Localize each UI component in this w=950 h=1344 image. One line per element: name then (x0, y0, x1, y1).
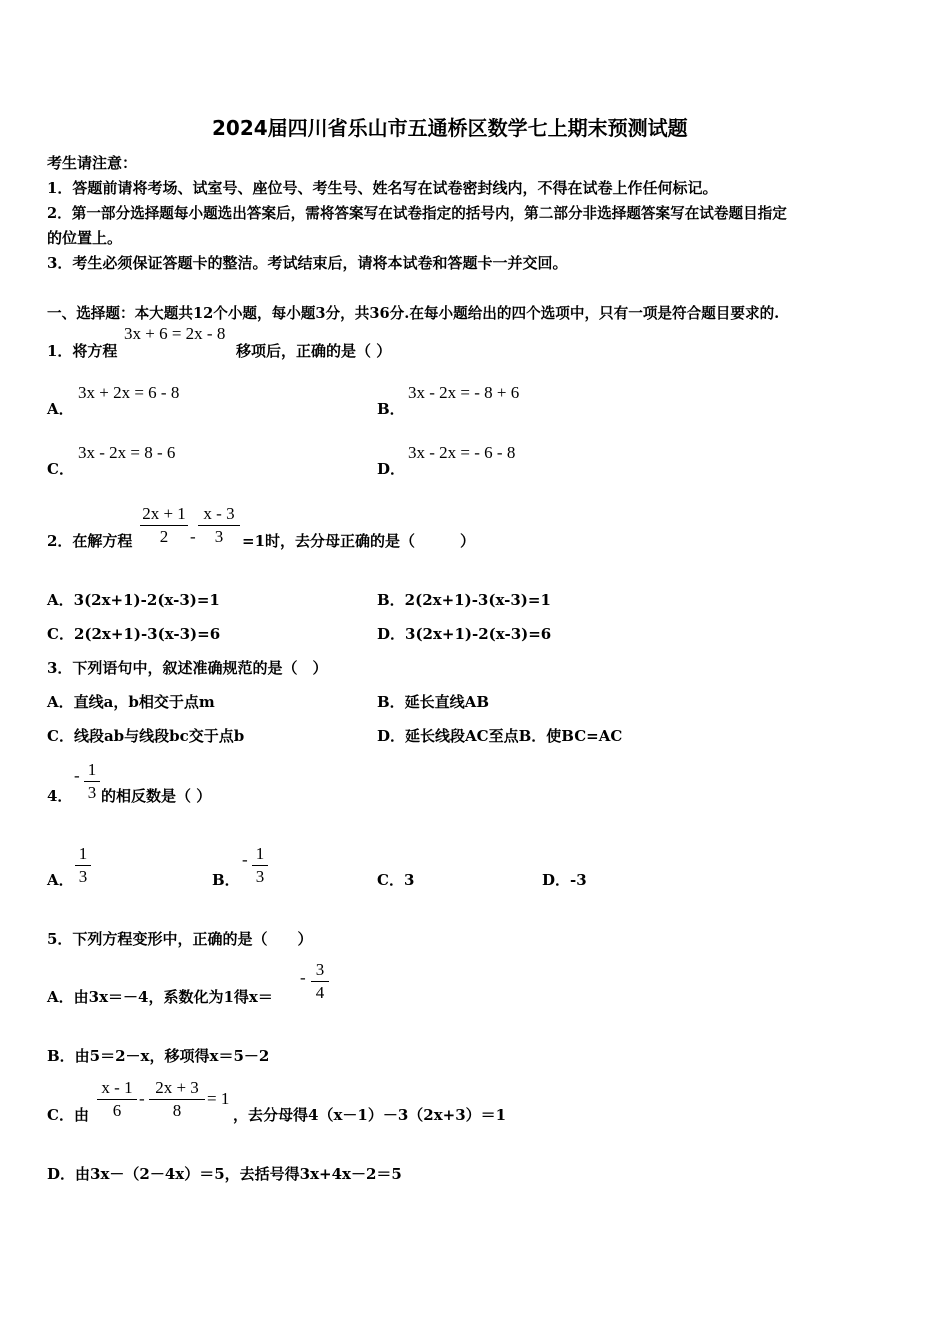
q5-option-d: D．由3x－（2－4x）＝5，去括号得3x+4x－2＝5 (47, 1165, 402, 1183)
q5-option-b: B．由5＝2－x，移项得x＝5－2 (47, 1047, 270, 1065)
q2-prefix: 2．在解方程 (47, 532, 133, 550)
q1-option-a: 3x + 2x = 6 - 8 (78, 383, 180, 402)
q5-option-c-prefix: C．由 (47, 1106, 89, 1124)
q4-option-b-numerator: 1 (255, 844, 265, 863)
notice-line-2: 2．第一部分选择题每小题选出答案后，需将答案写在试卷指定的括号内，第二部分非选择题答案写在试卷题目指定 (47, 205, 787, 222)
q1-option-c-label: C． (47, 460, 74, 478)
q2-suffix: =1时，去分母正确的是（ ） (242, 532, 476, 550)
q4-suffix: 的相反数是（ ） (101, 787, 212, 805)
q4-option-b-label: B． (212, 871, 240, 889)
q5-option-c-fraction-2-denominator: 8 (172, 1101, 182, 1120)
q4-option-a-denominator: 3 (78, 867, 88, 886)
q5-option-a-negative: - (300, 968, 306, 987)
q4-fraction-denominator: 3 (87, 783, 97, 802)
q2-fraction-1-denominator: 2 (159, 527, 169, 546)
q5-option-c-suffix: ，去分母得4（x－1）－3（2x+3）＝1 (233, 1106, 507, 1124)
page-title: 2024届四川省乐山市五通桥区数学七上期末预测试题 (212, 116, 688, 140)
q5-option-a-fraction (311, 960, 329, 1003)
section-heading: 一、选择题：本大题共12个小题，每小题3分，共36分.在每小题给出的四个选项中，只有一项是符合题目要求的. (47, 305, 780, 322)
q1-option-b: 3x - 2x = - 8 + 6 (408, 383, 520, 402)
q2-option-b: B．2(2x+1)-3(x-3)=1 (377, 591, 551, 609)
q4-option-d: D．-3 (542, 871, 587, 889)
q2-fraction-2 (198, 504, 240, 547)
q3-stem: 3．下列语句中，叙述准确规范的是（ ） (47, 659, 328, 677)
q4-option-a-numerator: 1 (78, 844, 88, 863)
q1-equation: 3x + 6 = 2x - 8 (124, 324, 226, 343)
notice-line-2-cont: 的位置上。 (47, 229, 123, 247)
q4-option-b-denominator: 3 (255, 867, 265, 886)
q3-option-a: A．直线a，b相交于点m (47, 693, 215, 711)
q2-fraction-1 (140, 504, 188, 547)
notice-heading: 考生请注意： (47, 154, 138, 172)
q4-option-b-fraction (252, 844, 268, 887)
q5-option-c-fraction-2-numerator: 2x + 3 (155, 1078, 199, 1097)
q2-option-c: C．2(2x+1)-3(x-3)=6 (47, 625, 221, 643)
q5-option-c-fraction-2 (149, 1078, 205, 1121)
q1-option-a-label: A． (47, 400, 74, 418)
q5-option-c-fraction-1-numerator: x - 1 (101, 1078, 133, 1097)
q5-option-c-fraction-1 (97, 1078, 137, 1121)
q2-fraction-2-denominator: 3 (214, 527, 224, 546)
q4-option-b-negative: - (242, 850, 248, 869)
q2-option-a: A．3(2x+1)-2(x-3)=1 (47, 591, 220, 609)
q1-option-c: 3x - 2x = 8 - 6 (78, 443, 176, 462)
q3-option-b: B．延长直线AB (377, 693, 489, 711)
q4-option-c: C．3 (377, 871, 415, 889)
q3-option-d: D．延长线段AC至点B．使BC=AC (377, 727, 623, 745)
q4-option-a-label: A． (47, 871, 74, 889)
q4-negative-sign: - (74, 766, 80, 785)
q5-option-a-numerator: 3 (315, 960, 325, 979)
q4-fraction (84, 760, 100, 803)
q5-stem: 5．下列方程变形中，正确的是（ ） (47, 930, 313, 948)
q4-fraction-numerator: 1 (87, 760, 97, 779)
q1-prefix: 1．将方程 (47, 342, 118, 360)
q5-option-c-fraction-1-denominator: 6 (112, 1101, 122, 1120)
q5-option-a: A．由3x＝－4，系数化为1得x＝ (47, 988, 273, 1006)
q1-option-b-label: B． (377, 400, 405, 418)
q2-option-d: D．3(2x+1)-2(x-3)=6 (377, 625, 552, 643)
q3-option-c: C．线段ab与线段bc交于点b (47, 727, 245, 745)
q5-option-c-equals: = 1 (207, 1089, 230, 1108)
q1-suffix: 移项后，正确的是（ ） (236, 342, 392, 360)
q4-label: 4． (47, 787, 73, 805)
q1-option-d-label: D． (377, 460, 406, 478)
q2-fraction-1-numerator: 2x + 1 (142, 504, 186, 523)
notice-line-1: 1．答题前请将考场、试室号、座位号、考生号、姓名写在试卷密封线内，不得在试卷上作任何标记。 (47, 179, 718, 197)
notice-line-3: 3．考生必须保证答题卡的整洁。考试结束后，请将本试卷和答题卡一并交回。 (47, 254, 568, 272)
q5-option-c-minus: - (139, 1089, 145, 1108)
q5-option-a-denominator: 4 (315, 983, 325, 1002)
q4-option-a-fraction (75, 844, 91, 887)
q1-option-d: 3x - 2x = - 6 - 8 (408, 443, 516, 462)
q2-fraction-2-numerator: x - 3 (203, 504, 235, 523)
q2-minus: - (190, 527, 196, 546)
